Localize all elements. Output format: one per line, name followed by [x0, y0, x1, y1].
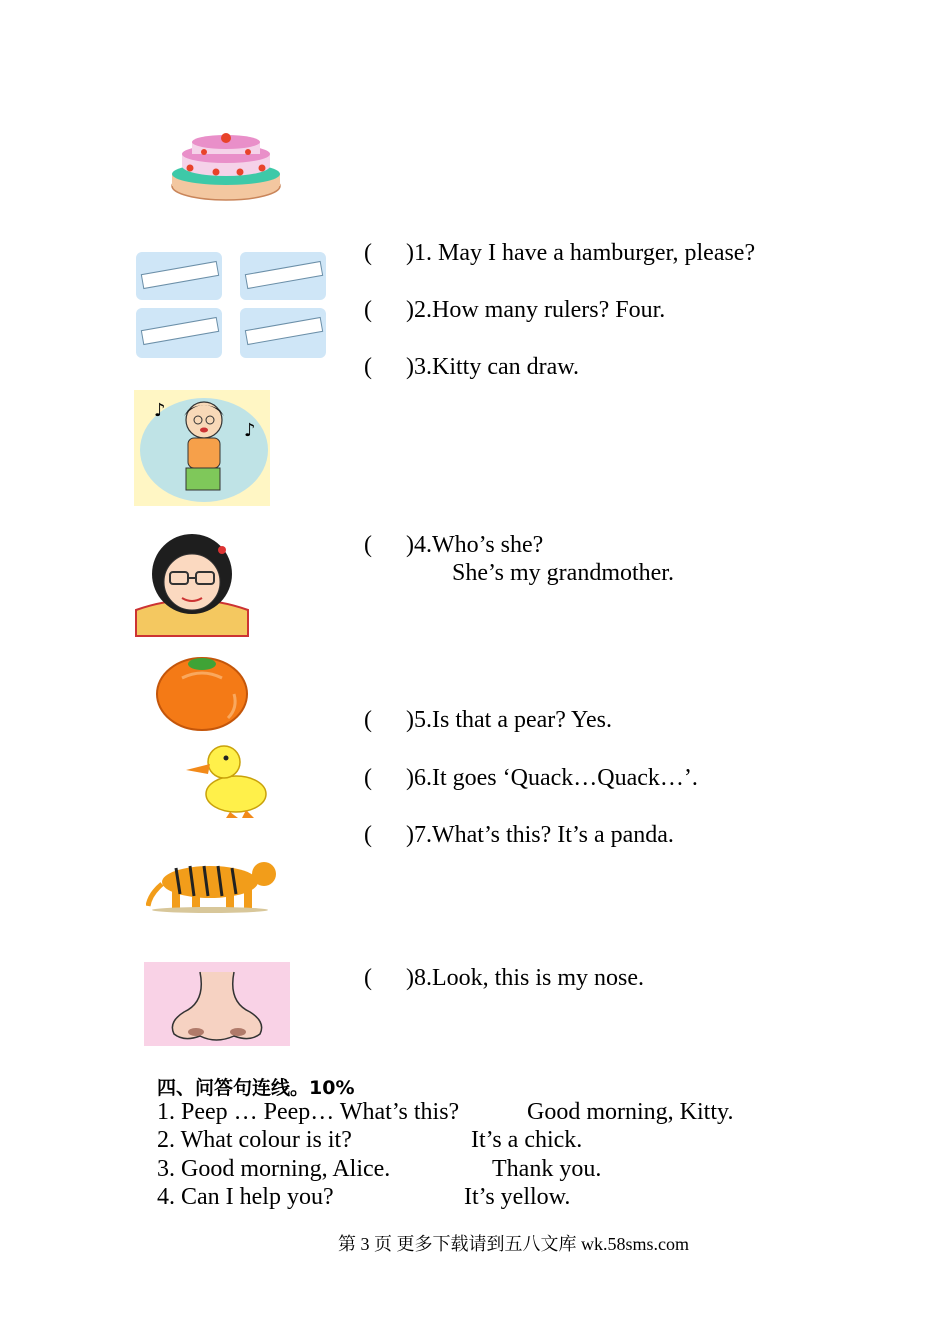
answer-bracket: ( [364, 354, 372, 380]
question-text: )1. May I have a hamburger, please? [406, 240, 756, 266]
question-4 [364, 532, 543, 559]
question-text: )4.Who’s she? [406, 532, 544, 558]
answer-bracket: ( [364, 965, 372, 991]
match-right-3: Thank you. [492, 1156, 602, 1182]
svg-text:♪: ♪ [154, 400, 166, 421]
svg-text:♪: ♪ [244, 420, 256, 441]
question-6 [364, 765, 698, 792]
answer-bracket: ( [364, 297, 372, 323]
question-text: )2.How many rulers? Four. [406, 297, 666, 323]
question-5 [364, 707, 612, 734]
match-left-1: 1. Peep … Peep… What’s this? [157, 1099, 460, 1125]
cake-icon [168, 128, 284, 204]
answer-bracket: ( [364, 532, 372, 558]
grandmother-icon [134, 530, 250, 638]
question-text: )8.Look, this is my nose. [406, 965, 644, 991]
page-footer: 第 3 页 更多下载请到五八文库 wk.58sms.com [338, 1234, 689, 1254]
question-3 [364, 354, 579, 381]
answer-bracket: ( [364, 240, 372, 266]
match-right-2: It’s a chick. [471, 1127, 583, 1153]
match-left-2: 2. What colour is it? [157, 1127, 352, 1153]
orange-icon [154, 654, 250, 732]
question-text: )6.It goes ‘Quack…Quack…’. [406, 765, 698, 791]
question-4-answer: She’s my grandmother. [452, 560, 674, 586]
tiger-icon [146, 854, 280, 914]
match-right-4: It’s yellow. [464, 1184, 571, 1210]
question-text: )5.Is that a pear? Yes. [406, 707, 612, 733]
girl-singing-icon [134, 390, 270, 506]
rulers-icon [134, 250, 328, 362]
answer-bracket: ( [364, 765, 372, 791]
question-2 [364, 297, 665, 324]
question-7 [364, 822, 674, 849]
duck-icon [182, 740, 270, 820]
match-left-4: 4. Can I help you? [157, 1184, 334, 1210]
question-text: )3.Kitty can draw. [406, 354, 580, 380]
answer-bracket: ( [364, 707, 372, 733]
nose-icon [144, 962, 290, 1046]
question-8 [364, 965, 644, 992]
question-1 [364, 240, 755, 267]
section-4-title: 四、问答句连线。10% [157, 1077, 355, 1099]
answer-bracket: ( [364, 822, 372, 848]
match-left-3: 3. Good morning, Alice. [157, 1156, 391, 1182]
match-right-1: Good morning, Kitty. [527, 1099, 734, 1125]
question-text: )7.What’s this? It’s a panda. [406, 822, 674, 848]
